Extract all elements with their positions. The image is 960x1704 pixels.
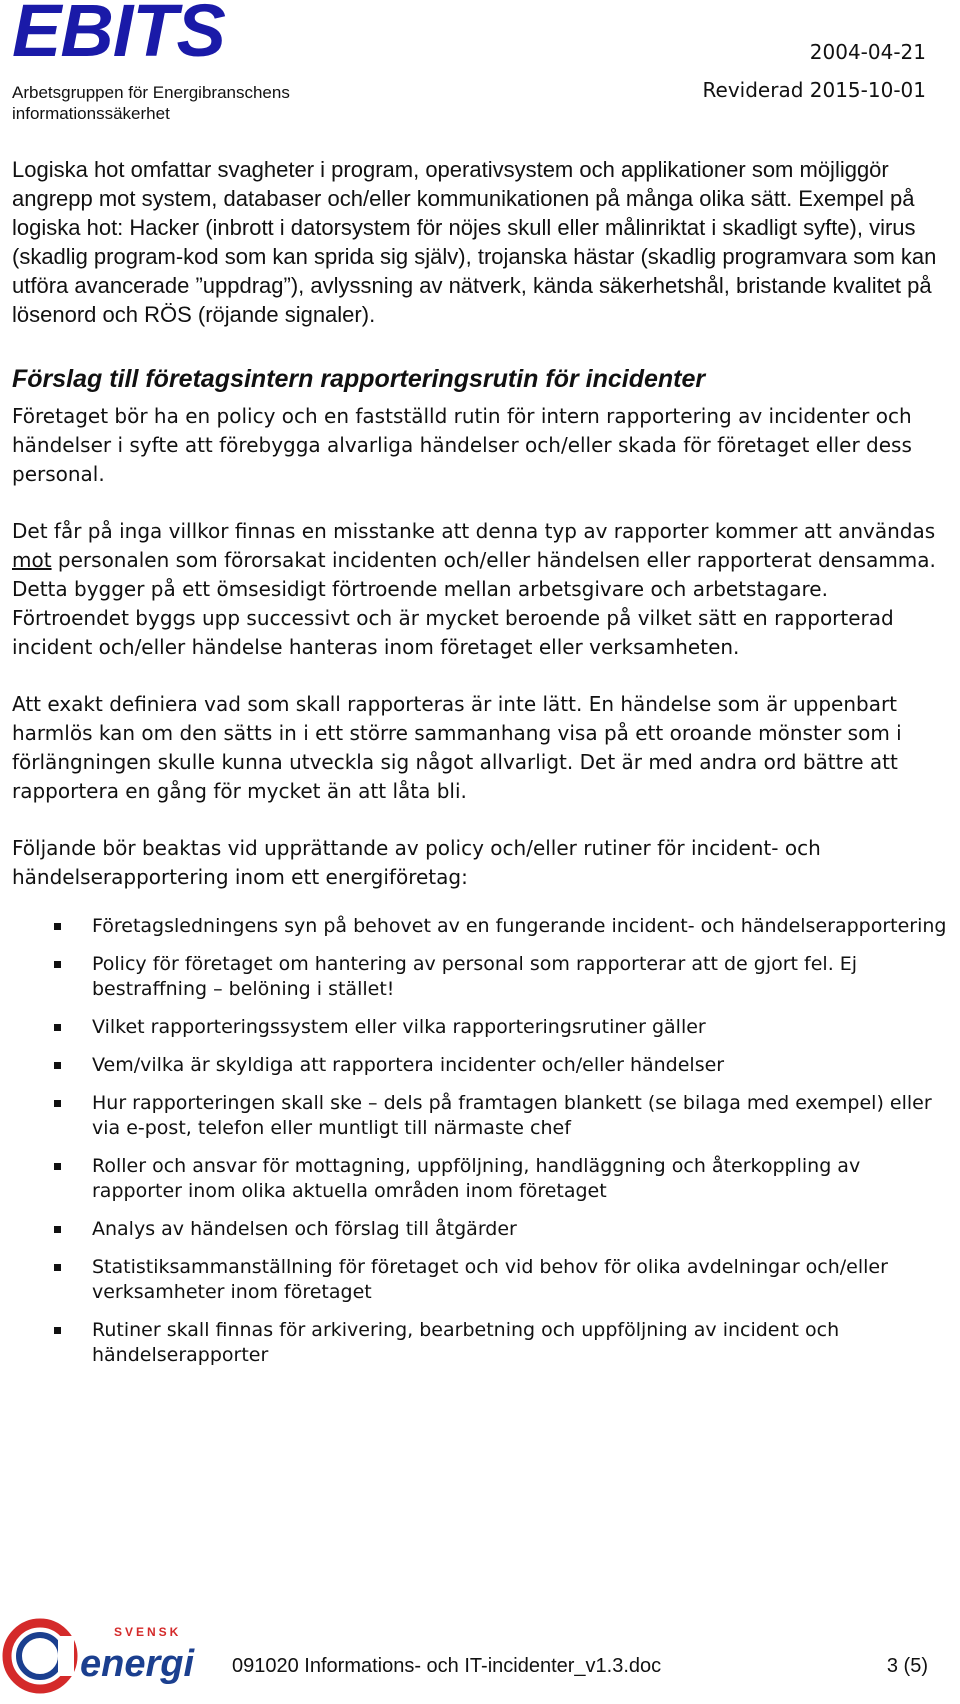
footer-page-number: 3 (5): [886, 1655, 928, 1677]
organization-name: [12, 82, 290, 124]
bullet-icon: [54, 961, 61, 968]
logo-inner-ring: [19, 1635, 61, 1677]
policy-paragraph: Företaget bör ha en policy och en fastställd rutin för intern rapportering av incidenter och händelser i syfte att förebygga alvarliga händelser och/eller skada för företaget eller dess personal.: [12, 404, 912, 486]
revised-date: Reviderad 2015-10-01: [702, 78, 926, 102]
list-item-text: Rutiner skall finnas för arkivering, bearbetning och uppföljning av incident och händelserapporter: [92, 1319, 840, 1366]
list-item: [12, 1318, 948, 1368]
trust-underlined-word: mot: [12, 548, 52, 572]
bullet-icon: [54, 1163, 61, 1170]
bullet-icon: [54, 1226, 61, 1233]
footer-document-name: 091020 Informations- och IT-incidenter_v1.3.doc: [232, 1655, 662, 1677]
list-item-text: Statistiksammanställning för företaget och vid behov för olika avdelningar och/eller verksamheter inom företaget: [92, 1256, 888, 1303]
logo-top-text: SVENSK: [114, 1625, 182, 1639]
trust-text-end: personalen som förorsakat incidenten och/eller händelsen eller rapporterat densamma. Detta bygger på ett ömsesidigt förtroende mellan arbetsgivare och arbetstagare. Förtroendet byggs upp successivt och är mycket beroende på vilket sätt en rapporterad incident och/eller händelse hanteras inom företaget eller verksamheten.: [12, 548, 936, 659]
list-item-text: Vilket rapporteringssystem eller vilka rapporteringsrutiner gäller: [92, 1016, 706, 1038]
list-item-text: Roller och ansvar för mottagning, uppföljning, handläggning och återkoppling av rapporter inom olika aktuella områden inom företaget: [92, 1155, 861, 1202]
list-item-text: Företagsledningens syn på behovet av en fungerande incident- och händelserapportering: [92, 915, 947, 937]
document-body: [12, 155, 948, 1381]
list-item: [12, 1015, 948, 1040]
ebits-logo: EBITS: [12, 0, 225, 72]
organization-line-1: Arbetsgruppen för Energibranschens: [12, 83, 290, 102]
list-item: [12, 1154, 948, 1204]
organization-line-2: informationssäkerhet: [12, 104, 170, 123]
list-item: [12, 1091, 948, 1141]
definition-paragraph: Att exakt definiera vad som skall rapporteras är inte lätt. En händelse som är uppenbart harmlös kan om den sätts in i ett större sammanhang visa på ett oroande mönster som i förlängningen skulle kunna utveckla sig något allvarligt. Det är med andra ord bättre att rapportera en gång för mycket än att låta bli.: [12, 692, 902, 803]
trust-paragraph: [12, 517, 948, 662]
considerations-list: [12, 914, 948, 1368]
list-item: [12, 1217, 948, 1242]
document-date: 2004-04-21: [809, 40, 926, 64]
logo-gap: [58, 1636, 74, 1676]
bullet-icon: [54, 1327, 61, 1334]
bullet-icon: [54, 1100, 61, 1107]
list-item-text: Hur rapporteringen skall ske – dels på framtagen blankett (se bilaga med exempel) eller via e-post, telefon eller muntligt till närmaste chef: [92, 1092, 932, 1139]
logo-main-text: energi: [80, 1643, 195, 1685]
bullet-icon: [54, 923, 61, 930]
list-item: [12, 1255, 948, 1305]
list-item: [12, 1053, 948, 1078]
list-item-text: Analys av händelsen och förslag till åtgärder: [92, 1218, 517, 1240]
bullet-icon: [54, 1024, 61, 1031]
following-paragraph: Följande bör beaktas vid upprättande av policy och/eller rutiner för incident- och händelserapportering inom ett energiföretag:: [12, 836, 821, 889]
bullet-icon: [54, 1264, 61, 1271]
section-heading: Förslag till företagsintern rapporteringsrutin för incidenter: [12, 365, 706, 393]
list-item: [12, 914, 948, 939]
list-item-text: Policy för företaget om hantering av personal som rapporterar att de gjort fel. Ej bestraffning – belöning i stället!: [92, 953, 858, 1000]
list-item: [12, 952, 948, 1002]
bullet-icon: [54, 1062, 61, 1069]
svensk-energi-logo: [2, 1616, 202, 1696]
logical-threats-paragraph: Logiska hot omfattar svagheter i program, operativsystem och applikationer som möjliggör angrepp mot system, databaser och/eller kommunikationen på många olika sätt. Exempel på logiska hot: Hacker (inbrott i datorsystem för nöjes skull eller målinriktat i skadligt syfte), virus (skadlig program-kod som kan sprida sig själv), trojanska hästar (skadlig programvara som kan utföra avancerade ”uppdrag”), avlyssning av nätverk, kända säkerhetshål, bristande kvalitet på lösenord och RÖS (röjande signaler).: [12, 157, 937, 327]
trust-text-start: Det får på inga villkor finnas en misstanke att denna typ av rapporter kommer att användas: [12, 519, 936, 543]
list-item-text: Vem/vilka är skyldiga att rapportera incidenter och/eller händelser: [92, 1054, 725, 1076]
